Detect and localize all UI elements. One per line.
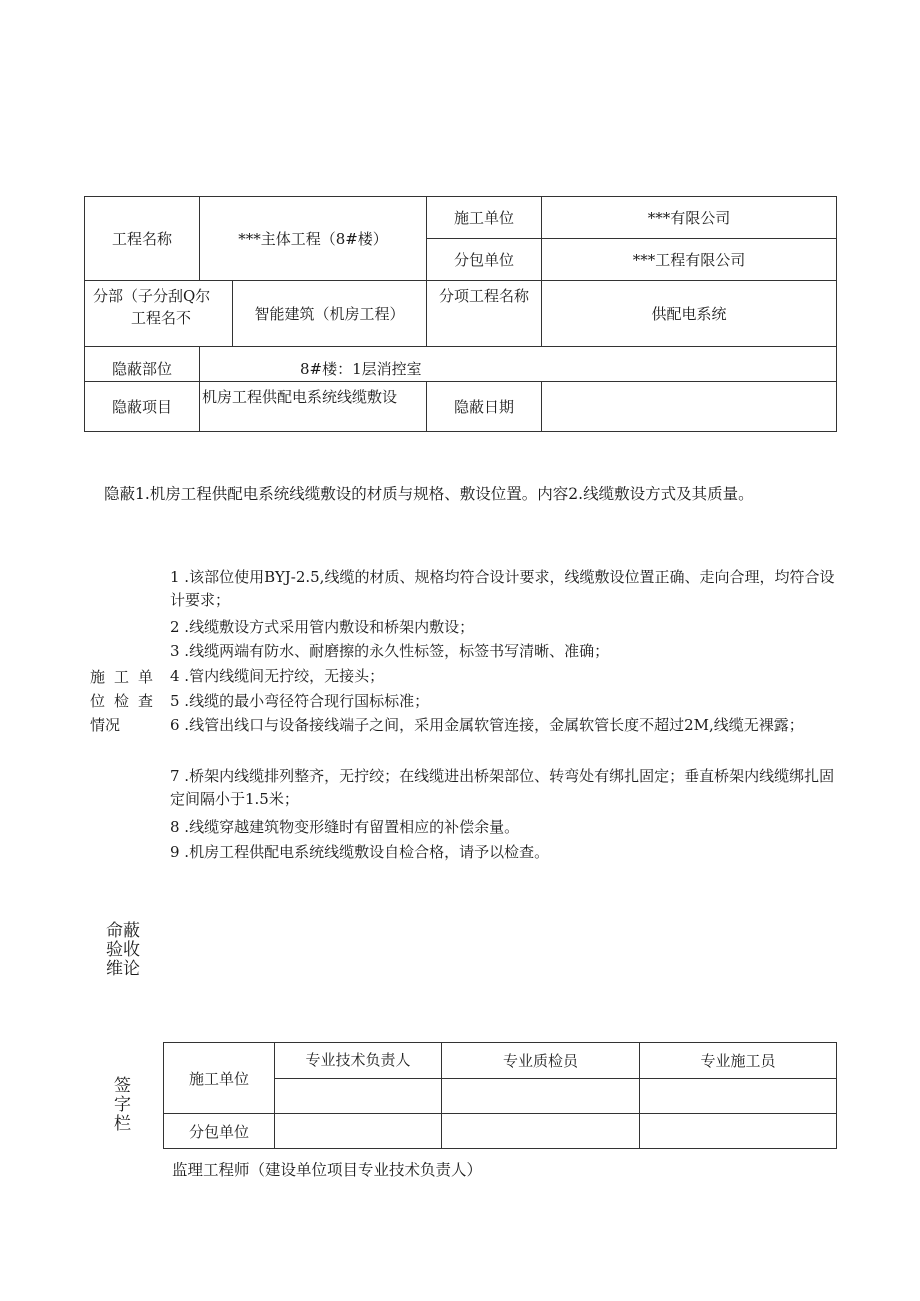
signature-side-label-1: 签 [114, 1076, 131, 1096]
division-value: 智能建筑（机房工程） [233, 281, 427, 347]
subitem-value: 供配电系统 [542, 281, 837, 347]
sig-subcontractor-label: 分包单位 [164, 1114, 275, 1149]
inspection-item-8: 8 .线缆穿越建筑物变形缝时有留置相应的补偿余量。 [170, 818, 520, 836]
inspection-item-9: 9 .机房工程供配电系统线缆敷设自检合格，请予以检查。 [170, 843, 550, 861]
inspection-label [90, 665, 162, 737]
sig-contractor-label: 施工单位 [164, 1043, 275, 1114]
sig-col-quality: 专业质检员 [442, 1043, 640, 1079]
inspection-label-line3: 情况 [90, 716, 121, 734]
conclusion-label [106, 922, 140, 979]
concealed-location-value: 8#楼：1层消控室 [200, 347, 837, 382]
inspection-item-4: 4 .管内线缆间无拧绞，无接头； [170, 667, 385, 685]
sig-subcontractor-tech-lead[interactable] [275, 1114, 442, 1149]
inspection-item-6: 6 .线管出线口与设备接线端子之间，采用金属软管连接，金属软管长度不超过2M,线缆无裸露； [170, 716, 804, 734]
concealed-location-label: 隐蔽部位 [85, 347, 200, 382]
division-label [85, 281, 233, 347]
inspection-label-line2: 位检查 [90, 692, 163, 710]
signature-side-label [114, 1077, 134, 1134]
conclusion-label-line1: 命蔽 [106, 921, 140, 941]
conclusion-label-line2: 验收 [106, 940, 140, 960]
sig-col-tech-lead: 专业技术负责人 [275, 1043, 442, 1079]
inspection-item-2: 2 .线缆敷设方式采用管内敷设和桥架内敷设； [170, 618, 475, 636]
sig-col-worker: 专业施工员 [640, 1043, 837, 1079]
supervisor-line: 监理工程师（建设单位项目专业技术负责人） [172, 1161, 483, 1179]
sig-subcontractor-quality[interactable] [442, 1114, 640, 1149]
contractor-label: 施工单位 [427, 197, 542, 239]
inspection-item-1: 1 .该部位使用BYJ-2.5,线缆的材质、规格均符合设计要求，线缆敷设位置正确、走向合理，均符合设计要求； [170, 568, 835, 609]
subcontractor-value: ***工程有限公司 [542, 239, 837, 281]
concealed-date-value [542, 382, 837, 432]
contractor-value: ***有限公司 [542, 197, 837, 239]
inspection-label-line1: 施工单 [90, 668, 163, 686]
inspection-item-5: 5 .线缆的最小弯径符合现行国标标准； [170, 692, 430, 710]
division-label-line2: 工程名不 [131, 309, 192, 327]
header-table [84, 196, 837, 432]
concealed-date-label: 隐蔽日期 [427, 382, 542, 432]
conclusion-label-line3: 维论 [106, 959, 140, 979]
project-name-value: ***主体工程（8#楼） [200, 197, 427, 281]
signature-side-label-3: 栏 [114, 1114, 131, 1134]
subitem-label: 分项工程名称 [427, 281, 542, 347]
signature-table [163, 1042, 837, 1149]
project-name-label: 工程名称 [85, 197, 200, 281]
signature-side-label-2: 字 [114, 1095, 131, 1115]
sig-contractor-tech-lead[interactable] [275, 1079, 442, 1114]
sig-contractor-worker[interactable] [640, 1079, 837, 1114]
sig-subcontractor-worker[interactable] [640, 1114, 837, 1149]
subcontractor-label: 分包单位 [427, 239, 542, 281]
inspection-item-7: 7 .桥架内线缆排列整齐，无拧绞；在线缆进出桥架部位、转弯处有绑扎固定；垂直桥架内线缆绑扎固定间隔小于1.5米； [170, 767, 835, 808]
concealed-content-line: 隐蔽1.机房工程供配电系统线缆敷设的材质与规格、敷设位置。内容2.线缆敷设方式及其质量。 [104, 485, 754, 503]
inspection-item-3: 3 .线缆两端有防水、耐磨擦的永久性标签，标签书写清晰、准确； [170, 642, 610, 660]
division-label-line1: 分部（子分刮Q尔 [93, 287, 211, 305]
concealed-item-value: 机房工程供配电系统线缆敷设 [200, 382, 427, 432]
concealed-item-label: 隐蔽项目 [85, 382, 200, 432]
sig-contractor-quality[interactable] [442, 1079, 640, 1114]
